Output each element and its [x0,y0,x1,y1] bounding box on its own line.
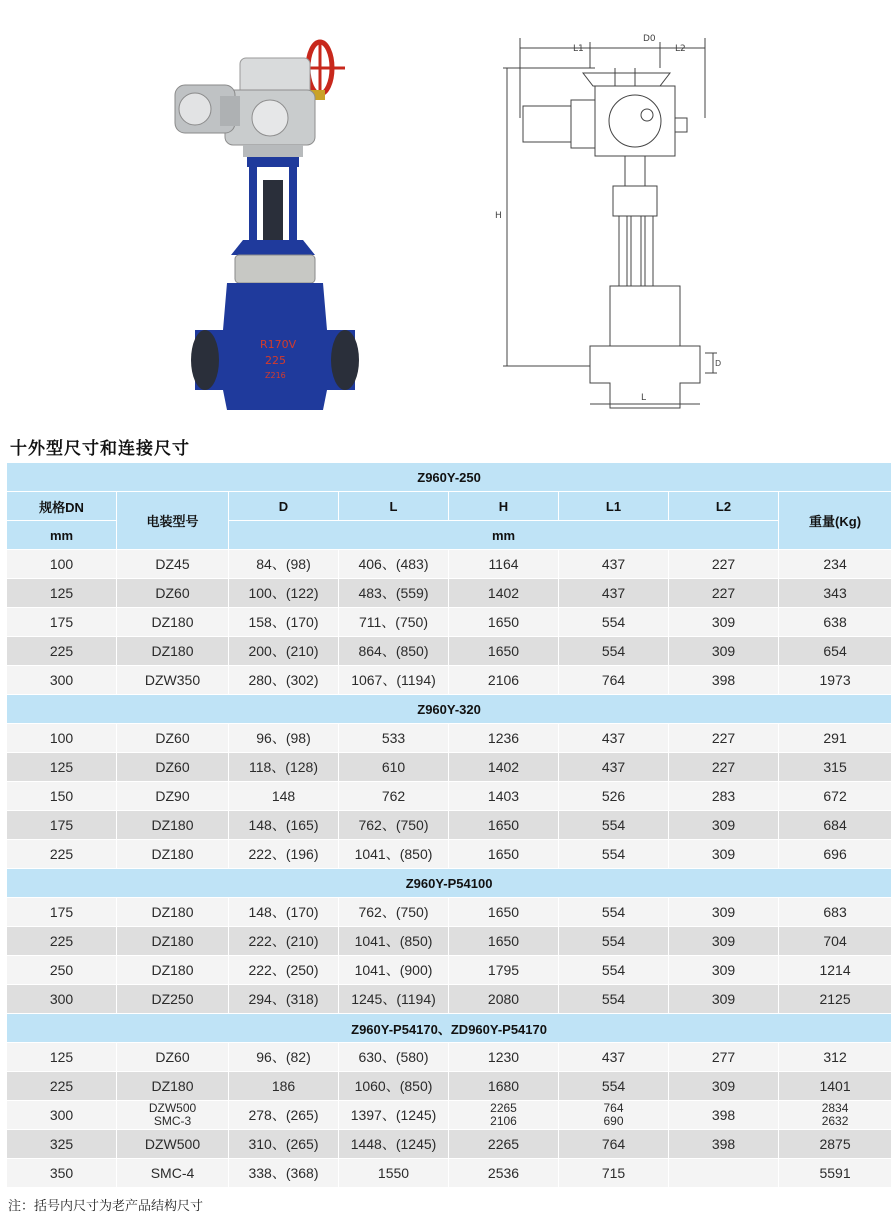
cell-h: 1403 [449,782,559,811]
cell-actuator: DZ250 [117,985,229,1014]
table-row [7,1130,891,1159]
table-row [7,550,891,579]
cell-weight: 672 [779,782,891,811]
header-l1: L1 [559,492,669,521]
cell-dn: 225 [7,637,117,666]
cell-dn: 175 [7,898,117,927]
cell-weight: 696 [779,840,891,869]
cell-d: 118、(128) [229,753,339,782]
cell-l: 610 [339,753,449,782]
cell-l2: 398 [669,1130,779,1159]
cell-l1: 554 [559,1072,669,1101]
cell-l: 1067、(1194) [339,666,449,695]
cell-d: 148 [229,782,339,811]
cell-l1: 554 [559,898,669,927]
body-marking-1: R170V [260,338,297,351]
cell-l: 630、(580) [339,1043,449,1072]
cell-h: 2106 [449,666,559,695]
cell-actuator: DZ180 [117,637,229,666]
cell-l2: 309 [669,927,779,956]
cell-actuator: DZ60 [117,724,229,753]
cell-l2 [669,1159,779,1188]
cell-weight: 2125 [779,985,891,1014]
cell-l1: 437 [559,1043,669,1072]
cell-actuator: DZ60 [117,1043,229,1072]
group-title-row [7,695,891,724]
cell-d: 158、(170) [229,608,339,637]
cell-l: 406、(483) [339,550,449,579]
cell-d: 100、(122) [229,579,339,608]
cell-actuator: DZ180 [117,608,229,637]
cell-weight: 704 [779,927,891,956]
table-row [7,985,891,1014]
cell-l: 1041、(850) [339,927,449,956]
cell-weight: 315 [779,753,891,782]
cell-l: 533 [339,724,449,753]
cell-d: 222、(196) [229,840,339,869]
cell-actuator: DZ60 [117,579,229,608]
header-h: H [449,492,559,521]
cell-actuator: DZW500 SMC-3 [117,1101,229,1130]
cell-l2: 398 [669,666,779,695]
cell-h: 1650 [449,811,559,840]
table-row [7,608,891,637]
cell-dn: 150 [7,782,117,811]
header-weight: 重量(Kg) [779,492,891,550]
footnote: 注：括号内尺寸为老产品结构尺寸 [8,1199,204,1214]
cell-dn: 100 [7,724,117,753]
cell-weight: 291 [779,724,891,753]
cell-dn: 125 [7,753,117,782]
cell-d: 222、(210) [229,927,339,956]
valve-photo-graphic [165,30,380,415]
cell-l1: 554 [559,985,669,1014]
cell-l: 483、(559) [339,579,449,608]
label-h: H [495,211,502,221]
cell-h: 2536 [449,1159,559,1188]
cell-h: 1650 [449,898,559,927]
cell-weight: 343 [779,579,891,608]
cell-l1: 437 [559,579,669,608]
cell-l1: 437 [559,753,669,782]
cell-h: 1795 [449,956,559,985]
group-title-row [7,463,891,492]
cell-actuator: DZ90 [117,782,229,811]
cell-d: 148、(165) [229,811,339,840]
body-marking-2: 225 [265,354,286,367]
cell-l2: 309 [669,898,779,927]
cell-l1: 764 690 [559,1101,669,1130]
cell-h: 1230 [449,1043,559,1072]
cell-l1: 554 [559,840,669,869]
cell-actuator: DZ60 [117,753,229,782]
cell-l2: 309 [669,811,779,840]
cell-h: 1650 [449,608,559,637]
cell-l: 1448、(1245) [339,1130,449,1159]
spec-table-body [7,463,891,1188]
cell-l: 1550 [339,1159,449,1188]
table-row [7,753,891,782]
table-row [7,782,891,811]
cell-h: 1236 [449,724,559,753]
cell-d: 310、(265) [229,1130,339,1159]
cell-l2: 227 [669,579,779,608]
cell-l2: 227 [669,550,779,579]
cell-l1: 554 [559,811,669,840]
cell-l1: 764 [559,666,669,695]
cell-l: 711、(750) [339,608,449,637]
header-dn-unit: mm [7,521,117,550]
label-l: L [641,393,647,403]
cell-actuator: DZ180 [117,927,229,956]
cell-weight: 683 [779,898,891,927]
cell-l: 762、(750) [339,898,449,927]
cell-actuator: DZ180 [117,956,229,985]
cell-l: 1041、(900) [339,956,449,985]
dimension-drawing-graphic [495,28,735,413]
cell-d: 200、(210) [229,637,339,666]
group-title: Z960Y-P54100 [7,869,891,898]
cell-h: 1650 [449,927,559,956]
cell-l: 864、(850) [339,637,449,666]
header-d: D [229,492,339,521]
cell-d: 280、(302) [229,666,339,695]
cell-h: 2080 [449,985,559,1014]
cell-l1: 764 [559,1130,669,1159]
cell-dn: 300 [7,985,117,1014]
cell-weight: 638 [779,608,891,637]
cell-actuator: SMC-4 [117,1159,229,1188]
cell-weight: 5591 [779,1159,891,1188]
label-d: D [715,359,722,368]
cell-l2: 309 [669,637,779,666]
header-row [7,492,891,521]
cell-actuator: DZ180 [117,1072,229,1101]
cell-l: 1245、(1194) [339,985,449,1014]
cell-h: 1402 [449,753,559,782]
table-row [7,1072,891,1101]
table-row [7,724,891,753]
header-actuator: 电装型号 [117,492,229,550]
body-marking-3: Z216 [265,371,286,380]
cell-l2: 227 [669,753,779,782]
table-row [7,927,891,956]
cell-l: 762 [339,782,449,811]
cell-l2: 309 [669,608,779,637]
cell-h: 2265 [449,1130,559,1159]
table-row [7,666,891,695]
table-row [7,811,891,840]
cell-h: 1402 [449,579,559,608]
cell-l1: 437 [559,724,669,753]
cell-dn: 350 [7,1159,117,1188]
cell-l1: 554 [559,608,669,637]
cell-h: 1650 [449,840,559,869]
cell-dn: 300 [7,1101,117,1130]
cell-l2: 309 [669,1072,779,1101]
cell-l1: 554 [559,956,669,985]
cell-l2: 277 [669,1043,779,1072]
cell-h: 1650 [449,637,559,666]
section-title: 十外型尺寸和连接尺寸 [10,439,190,459]
label-l1: L1 [573,44,584,54]
cell-l1: 554 [559,927,669,956]
header-l: L [339,492,449,521]
cell-l2: 309 [669,985,779,1014]
cell-h: 1164 [449,550,559,579]
cell-d: 294、(318) [229,985,339,1014]
header-l2: L2 [669,492,779,521]
spec-table [6,462,891,1188]
group-title-row [7,1014,891,1043]
group-title: Z960Y-P54170、ZD960Y-P54170 [7,1014,891,1043]
cell-l: 1397、(1245) [339,1101,449,1130]
cell-l1: 526 [559,782,669,811]
group-title-row [7,869,891,898]
table-row [7,956,891,985]
cell-dn: 250 [7,956,117,985]
cell-dn: 175 [7,811,117,840]
cell-d: 96、(98) [229,724,339,753]
cell-d: 338、(368) [229,1159,339,1188]
cell-l1: 437 [559,550,669,579]
group-title: Z960Y-250 [7,463,891,492]
cell-dn: 225 [7,1072,117,1101]
cell-d: 96、(82) [229,1043,339,1072]
cell-weight: 312 [779,1043,891,1072]
table-row [7,840,891,869]
cell-d: 278、(265) [229,1101,339,1130]
dimension-drawing [495,28,735,413]
cell-dn: 225 [7,927,117,956]
header-unit: mm [229,521,779,550]
cell-weight: 654 [779,637,891,666]
table-row [7,898,891,927]
cell-dn: 225 [7,840,117,869]
cell-l1: 715 [559,1159,669,1188]
cell-d: 222、(250) [229,956,339,985]
cell-dn: 325 [7,1130,117,1159]
cell-actuator: DZ180 [117,840,229,869]
cell-actuator: DZ45 [117,550,229,579]
cell-h: 1680 [449,1072,559,1101]
table-row [7,579,891,608]
cell-l: 762、(750) [339,811,449,840]
cell-l: 1041、(850) [339,840,449,869]
cell-dn: 100 [7,550,117,579]
table-row [7,637,891,666]
cell-weight: 1973 [779,666,891,695]
cell-l: 1060、(850) [339,1072,449,1101]
cell-actuator: DZW350 [117,666,229,695]
cell-actuator: DZW500 [117,1130,229,1159]
cell-l2: 227 [669,724,779,753]
cell-dn: 300 [7,666,117,695]
cell-h: 2265 2106 [449,1101,559,1130]
cell-l2: 309 [669,840,779,869]
cell-d: 186 [229,1072,339,1101]
valve-photo [165,30,380,415]
group-title: Z960Y-320 [7,695,891,724]
cell-actuator: DZ180 [117,811,229,840]
cell-dn: 175 [7,608,117,637]
cell-actuator: DZ180 [117,898,229,927]
cell-l2: 309 [669,956,779,985]
cell-weight: 1401 [779,1072,891,1101]
table-row [7,1101,891,1130]
cell-d: 84、(98) [229,550,339,579]
cell-l2: 283 [669,782,779,811]
table-row [7,1159,891,1188]
cell-weight: 2875 [779,1130,891,1159]
label-l2: L2 [675,44,686,54]
cell-weight: 2834 2632 [779,1101,891,1130]
table-row [7,1043,891,1072]
cell-dn: 125 [7,579,117,608]
cell-weight: 684 [779,811,891,840]
cell-l1: 554 [559,637,669,666]
label-d0: D0 [643,34,656,44]
cell-weight: 234 [779,550,891,579]
header-dn: 规格DN [7,492,117,521]
cell-d: 148、(170) [229,898,339,927]
cell-dn: 125 [7,1043,117,1072]
cell-l2: 398 [669,1101,779,1130]
cell-weight: 1214 [779,956,891,985]
